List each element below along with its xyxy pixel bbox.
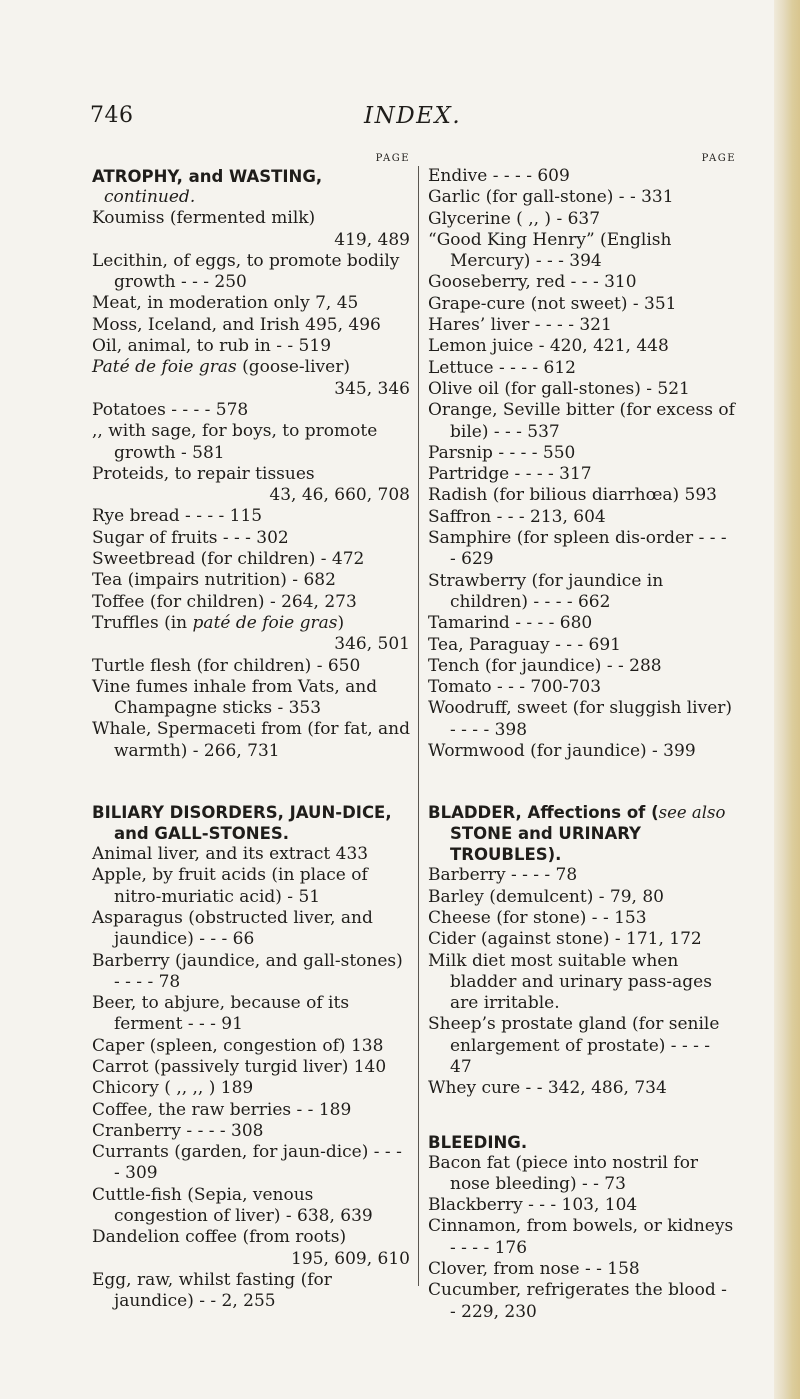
entry-pages: 419, 489 (334, 229, 410, 250)
index-entry: Sugar of fruits - - - 302 (92, 527, 289, 548)
index-entry: Cranberry - - - - 308 (92, 1120, 264, 1141)
entry-pages: 43, 46, 660, 708 (269, 485, 410, 506)
index-entry: Rye bread - - - - 115 (92, 506, 263, 527)
running-head: INDEX. (364, 103, 462, 129)
index-entry: Hares’ liver - - - - 321 (428, 315, 612, 336)
index-entry: Glycerine ( ,, ) - 637 (428, 208, 601, 229)
index-entry: Chicory ( ,, ,, ) 189 (92, 1078, 254, 1099)
index-entry: Barberry (jaundice, and gall-stones) - - - - 78 (92, 950, 403, 992)
index-entry: Coffee, the raw berries - - 189 (92, 1099, 352, 1120)
index-entry: Tomato - - - 700-703 (428, 677, 602, 698)
entry-pages: 345, 346 (334, 378, 410, 399)
index-entry: Sheep’s prostate gland (for senile enlargement of prostate) - - - - 47 (428, 1014, 720, 1077)
index-entry: Sweetbread (for children) - 472 (92, 549, 365, 570)
index-entry: Moss, Iceland, and Irish 495, 496 (92, 314, 381, 335)
entry-text: Koumiss (fermented milk) (92, 208, 316, 229)
index-entry: Cheese (for stone) - - 153 (428, 907, 647, 928)
entry-pages: 346, 501 (334, 634, 410, 655)
index-entry: Olive oil (for gall-stones) - 521 (428, 378, 690, 399)
index-entry: Cider (against stone) - 171, 172 (428, 929, 702, 950)
index-entry: Barberry - - - - 78 (428, 865, 578, 886)
index-entry: Samphire (for spleen dis-order - - - - 629 (428, 528, 727, 570)
index-entry: Parsnip - - - - 550 (428, 442, 576, 463)
index-entry: Grape-cure (not sweet) - 351 (428, 293, 677, 314)
index-entry: Asparagus (obstructed liver, and jaundice) - - - 66 (92, 907, 373, 950)
index-entry: Carrot (passively turgid liver) 140 (92, 1056, 387, 1077)
page-column-label: PAGE (701, 153, 736, 164)
entry-text: Truffles (in (92, 612, 193, 633)
index-entry: Bacon fat (piece into nostril for nose bleeding) - - 73 (428, 1152, 699, 1194)
index-entry: Milk diet most suitable when bladder and urinary pass-ages are irritable. (428, 950, 712, 1014)
index-entry: Lecithin, of eggs, to promote bodily growth - - - 250 (92, 250, 400, 293)
index-entry: Toffee (for children) - 264, 273 (92, 591, 357, 612)
index-entry: Animal liver, and its extract 433 (92, 844, 369, 865)
index-entry: Cinnamon, from bowels, or kidneys - - - - 176 (428, 1216, 734, 1258)
index-entry (92, 1227, 410, 1270)
index-entry: Lemon juice - 420, 421, 448 (428, 336, 669, 357)
entry-text: Proteids, to repair tissues (92, 463, 315, 484)
entry-text: ) (337, 612, 345, 633)
section-heading-atrophy: ATROPHY, and WASTING, (92, 167, 323, 186)
section-heading-bladder: BLADDER, Affections of (see also STONE and URINARY TROUBLES). (428, 803, 726, 865)
index-entry: Garlic (for gall-stone) - - 331 (428, 187, 674, 208)
index-entry: ,, with sage, for boys, to promote growth - 581 (92, 421, 378, 463)
index-entry: Lettuce - - - - 612 (428, 357, 576, 378)
index-entry: Tamarind - - - - 680 (428, 613, 593, 634)
index-entry: Wormwood (for jaundice) - 399 (428, 741, 696, 762)
column-rule (418, 166, 419, 1286)
index-entry: Saffron - - - 213, 604 (428, 506, 606, 527)
index-entry: Partridge - - - - 317 (428, 464, 592, 485)
index-entry: Vine fumes inhale from Vats, and Champagne sticks - 353 (92, 676, 378, 719)
index-entry: Tench (for jaundice) - - 288 (428, 655, 662, 676)
section-heading-bleeding: BLEEDING. (428, 1132, 528, 1152)
index-entry: Endive - - - - 609 (428, 166, 570, 186)
index-entry: Gooseberry, red - - - 310 (428, 272, 637, 293)
entry-text: (goose-liver) (236, 357, 350, 378)
index-entry: Cuttle-fish (Sepia, venous congestion of liver) - 638, 639 (92, 1184, 373, 1227)
index-entry: Egg, raw, whilst fasting (for jaundice) - - 2, 255 (92, 1269, 332, 1312)
index-entry: Cucumber, refrigerates the blood - - 229, 230 (428, 1280, 727, 1322)
entry-text-italic: Paté de foie gras (92, 357, 237, 378)
index-entry: Currants (garden, for jaun-dice) - - - - 309 (92, 1142, 402, 1184)
left-column (92, 152, 410, 1313)
index-entry: Turtle flesh (for children) - 650 (92, 655, 361, 676)
index-entry: Radish (for bilious diarrhœa) 593 (428, 485, 717, 506)
index-entry: Whey cure - - 342, 486, 734 (428, 1078, 667, 1099)
index-entry (92, 208, 410, 251)
index-entry (92, 464, 410, 507)
index-entry (92, 357, 410, 400)
index-entry: Barley (demulcent) - 79, 80 (428, 886, 664, 907)
index-entry: Woodruff, sweet (for sluggish liver) - - - - 398 (428, 698, 733, 740)
index-entry: Clover, from nose - - 158 (428, 1259, 640, 1280)
index-entry: Caper (spleen, congestion of) 138 (92, 1035, 384, 1056)
index-entry: Potatoes - - - - 578 (92, 399, 249, 420)
right-column (428, 152, 736, 1323)
continued-label: continued. (104, 187, 196, 207)
index-entry: Whale, Spermaceti from (for fat, and warmth) - 266, 731 (92, 719, 410, 761)
index-entry (92, 613, 410, 656)
index-entry: Tea, Paraguay - - - 691 (428, 634, 621, 655)
index-entry: Strawberry (for jaundice in children) - - - - 662 (428, 570, 664, 612)
page-edge (774, 0, 800, 1399)
entry-text: Dandelion coffee (from roots) (92, 1227, 347, 1248)
index-entry: Apple, by fruit acids (in place of nitro-muriatic acid) - 51 (92, 865, 368, 907)
index-entry: “Good King Henry” (English Mercury) - - - 394 (428, 229, 672, 272)
page-header (0, 103, 800, 131)
index-entry: Tea (impairs nutrition) - 682 (92, 570, 336, 591)
page-column-label: PAGE (375, 153, 410, 164)
index-entry: Beer, to abjure, because of its ferment - - - 91 (92, 993, 350, 1035)
index-entry: Meat, in moderation only 7, 45 (92, 293, 359, 314)
index-entry: Orange, Seville bitter (for excess of bile) - - - 537 (428, 400, 735, 442)
index-entry: Blackberry - - - 103, 104 (428, 1195, 638, 1216)
index-entry: Oil, animal, to rub in - - 519 (92, 336, 332, 357)
page-number: 746 (90, 103, 134, 128)
section-heading-biliary: BILIARY DISORDERS, JAUN-DICE, and GALL-STONES. (92, 803, 392, 844)
entry-text-italic: paté de foie gras (192, 612, 338, 633)
entry-pages: 195, 609, 610 (291, 1248, 410, 1269)
